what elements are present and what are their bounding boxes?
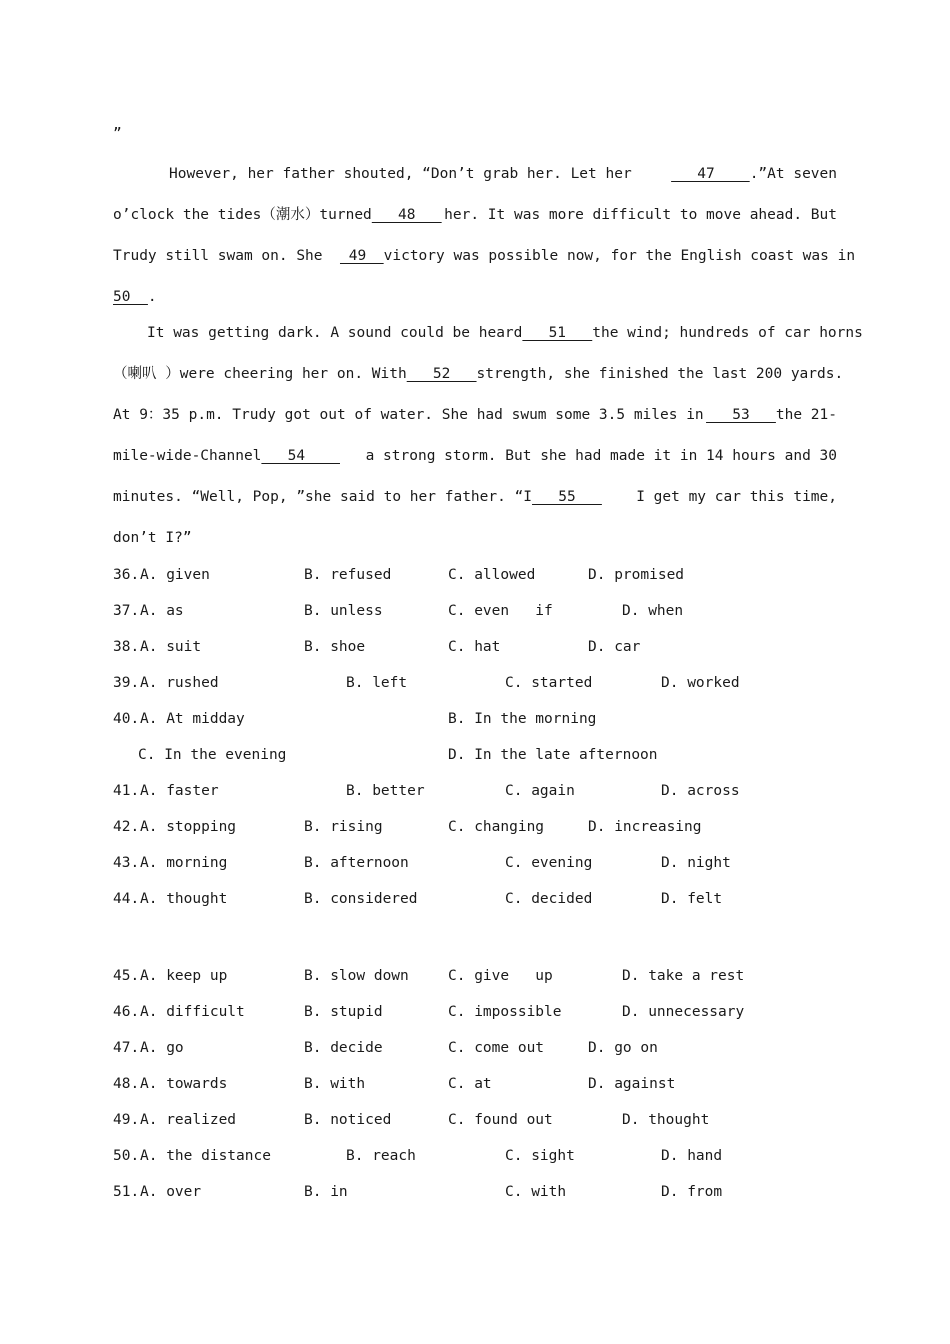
q44-option-b: B. considered [304, 891, 418, 907]
blank-48: 48 [371, 207, 442, 223]
q38-option-b: B. shoe [304, 639, 366, 655]
q47-option-b: B. decide [304, 1040, 383, 1056]
orphan-quote: ” [113, 126, 122, 142]
q48-option-c: C. at [448, 1076, 492, 1092]
q50-option-c: C. sight [505, 1148, 575, 1164]
q42-option-d: D. increasing [588, 819, 702, 835]
q42-number: 42. [113, 819, 140, 835]
q49-number: 49. [113, 1112, 140, 1128]
blank-52: 52 [406, 366, 477, 382]
q44-option-c: C. decided [505, 891, 593, 907]
q50-option-b: B. reach [346, 1148, 416, 1164]
q38-option-c: C. hat [448, 639, 501, 655]
q45-option-a: A. keep up [140, 968, 228, 984]
blank-47: 47 [671, 166, 750, 182]
passage-line: 50 . [113, 289, 157, 305]
q45-option-d: D. take a rest [622, 968, 745, 984]
q36-option-a: A. given [140, 567, 210, 583]
q40-option-c: C. In the evening [138, 747, 287, 763]
q47-option-c: C. come out [448, 1040, 545, 1056]
blank-49: 49 [339, 248, 384, 264]
q44-number: 44. [113, 891, 140, 907]
passage-line: Trudy still swam on. She 49 victory was possible now, for the English coast was in [113, 248, 856, 264]
q49-option-a: A. realized [140, 1112, 237, 1128]
passage-line: mile-wide-Channel 54 a strong storm. But she had made it in 14 hours and 30 [113, 448, 837, 464]
q38-option-d: D. car [588, 639, 641, 655]
passage-line: However, her father shouted, “Don’t grab her. Let her 47 .”At seven [169, 166, 837, 182]
q42-option-a: A. stopping [140, 819, 237, 835]
q51-option-a: A. over [140, 1184, 202, 1200]
q50-number: 50. [113, 1148, 140, 1164]
q39-option-d: D. worked [661, 675, 740, 691]
q45-option-b: B. slow down [304, 968, 409, 984]
q40-option-d: D. In the late afternoon [448, 747, 658, 763]
q46-option-b: B. stupid [304, 1004, 383, 1020]
q36-option-c: C. allowed [448, 567, 536, 583]
q46-option-a: A. difficult [140, 1004, 245, 1020]
q40-option-b: B. In the morning [448, 711, 597, 727]
q50-option-d: D. hand [661, 1148, 723, 1164]
q48-number: 48. [113, 1076, 140, 1092]
q46-option-d: D. unnecessary [622, 1004, 745, 1020]
q51-number: 51. [113, 1184, 140, 1200]
q41-number: 41. [113, 783, 140, 799]
blank-53: 53 [706, 407, 776, 423]
q37-option-b: B. unless [304, 603, 383, 619]
q41-option-a: A. faster [140, 783, 219, 799]
blank-54: 54 [261, 448, 340, 464]
blank-55: 55 [532, 489, 602, 505]
q37-option-d: D. when [622, 603, 684, 619]
q41-option-d: D. across [661, 783, 740, 799]
q41-option-c: C. again [505, 783, 575, 799]
passage-line: don’t I?” [113, 530, 192, 546]
passage-line: （喇叭 ）were cheering her on. With 52 strength, she finished the last 200 yards. [113, 366, 844, 382]
passage-line: It was getting dark. A sound could be heard 51 the wind; hundreds of car horns [147, 325, 863, 341]
q49-option-b: B. noticed [304, 1112, 392, 1128]
q43-option-b: B. afternoon [304, 855, 409, 871]
q47-option-a: A. go [140, 1040, 184, 1056]
q51-option-c: C. with [505, 1184, 567, 1200]
passage-line: At 9：35 p.m. Trudy got out of water. She had swum some 3.5 miles in 53 the 21- [113, 407, 837, 423]
blank-51: 51 [522, 325, 593, 341]
q36-number: 36. [113, 567, 140, 583]
q38-option-a: A. suit [140, 639, 202, 655]
q36-option-b: B. refused [304, 567, 392, 583]
q38-number: 38. [113, 639, 140, 655]
q37-option-c: C. even if [448, 603, 553, 619]
passage-line: o’clock the tides（潮水）turned 48 her. It was more difficult to move ahead. But [113, 207, 837, 223]
q43-option-c: C. evening [505, 855, 593, 871]
blank-50: 50 [113, 289, 148, 305]
passage-line: minutes. “Well, Pop, ”she said to her father. “I 55 I get my car this time, [113, 489, 837, 505]
q40-number: 40. [113, 711, 140, 727]
q40-option-a: A. At midday [140, 711, 245, 727]
q48-option-d: D. against [588, 1076, 676, 1092]
q43-number: 43. [113, 855, 140, 871]
q43-option-a: A. morning [140, 855, 228, 871]
q39-option-a: A. rushed [140, 675, 219, 691]
q47-option-d: D. go on [588, 1040, 658, 1056]
q39-number: 39. [113, 675, 140, 691]
q46-number: 46. [113, 1004, 140, 1020]
q51-option-d: D. from [661, 1184, 723, 1200]
q36-option-d: D. promised [588, 567, 685, 583]
q44-option-d: D. felt [661, 891, 723, 907]
q43-option-d: D. night [661, 855, 731, 871]
q39-option-b: B. left [346, 675, 408, 691]
q48-option-a: A. towards [140, 1076, 228, 1092]
q50-option-a: A. the distance [140, 1148, 271, 1164]
q47-number: 47. [113, 1040, 140, 1056]
q39-option-c: C. started [505, 675, 593, 691]
q49-option-c: C. found out [448, 1112, 553, 1128]
q44-option-a: A. thought [140, 891, 228, 907]
q46-option-c: C. impossible [448, 1004, 562, 1020]
q42-option-b: B. rising [304, 819, 383, 835]
q45-option-c: C. give up [448, 968, 553, 984]
q49-option-d: D. thought [622, 1112, 710, 1128]
q42-option-c: C. changing [448, 819, 545, 835]
q41-option-b: B. better [346, 783, 425, 799]
q37-number: 37. [113, 603, 140, 619]
q51-option-b: B. in [304, 1184, 348, 1200]
q37-option-a: A. as [140, 603, 184, 619]
q45-number: 45. [113, 968, 140, 984]
q48-option-b: B. with [304, 1076, 366, 1092]
